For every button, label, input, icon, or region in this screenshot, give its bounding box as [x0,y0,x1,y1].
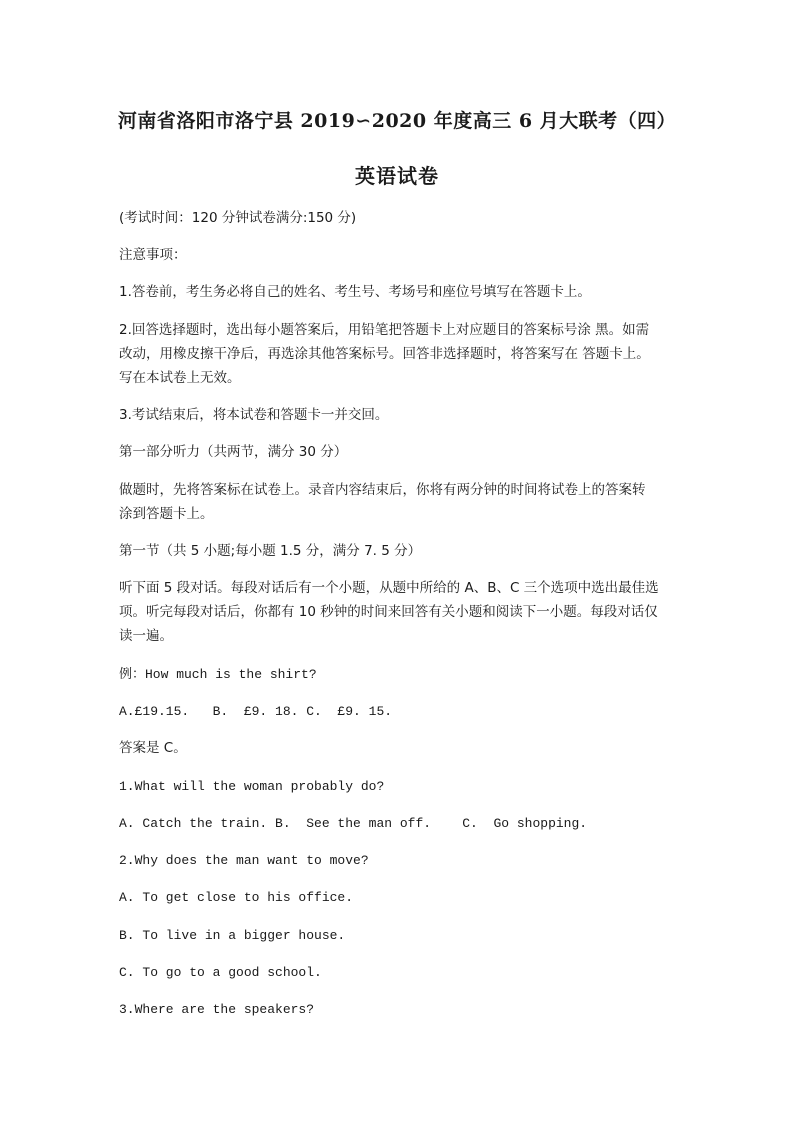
notice-item-1: 1.答卷前，考生务必将自己的姓名、考生号、考场号和座位号填写在答题卡上。 [119,284,591,300]
question-2: 2.Why does the man want to move? [119,853,369,868]
question-3: 3.Where are the speakers? [119,1002,315,1017]
question-1-options: A. Catch the train. B. See the man off. C. Go shopping. [119,816,588,831]
section1-instructions-line-2: 项。听完每段对话后，你都有 10 秒钟的时间来回答有关小题和阅读下一小题。每段对话仅 [119,604,658,620]
part1-heading: 第一部分听力（共两节，满分 30 分） [119,444,348,460]
part1-intro-line-2: 涂到答题卡上。 [119,506,214,522]
notice-heading: 注意事项： [119,247,187,263]
question-2-option-c: C. To go to a good school. [119,965,322,980]
question-2-option-b: B. To live in a bigger house. [119,928,346,943]
notice-item-2-line-2: 改动，用橡皮擦干净后，再选涂其他答案标号。回答非选择题时，将答案写在 答题卡上。 [119,346,650,362]
notice-item-2-line-1: 2.回答选择题时，选出每小题答案后，用铅笔把答题卡上对应题目的答案标号涂 黑。如需 [119,322,650,338]
notice-item-3: 3.考试结束后，将本试卷和答题卡一并交回。 [119,407,389,423]
page-title: 河南省洛阳市洛宁县 2019∽2020 年度高三 6 月大联考（四） [117,110,677,132]
section1-instructions-line-3: 读一遍。 [119,628,173,644]
page-subtitle: 英语试卷 [355,164,439,188]
example-question: 例：How much is the shirt? [119,667,317,682]
example-options: A.£19.15. B. £9. 18. C. £9. 15. [119,704,393,719]
question-1: 1.What will the woman probably do? [119,779,385,794]
part1-intro-line-1: 做题时，先将答案标在试卷上。录音内容结束后，你将有两分钟的时间将试卷上的答案转 [119,482,646,498]
example-answer: 答案是 C。 [119,740,187,756]
section1-heading: 第一节（共 5 小题;每小题 1.5 分，满分 7. 5 分） [119,543,422,559]
question-2-option-a: A. To get close to his office. [119,890,354,905]
notice-item-2-line-3: 写在本试卷上无效。 [119,370,241,386]
exam-info: (考试时间：120 分钟试卷满分:150 分) [119,210,357,226]
section1-instructions-line-1: 听下面 5 段对话。每段对话后有一个小题，从题中所给的 A、B、C 三个选项中选出最佳选 [119,580,659,596]
